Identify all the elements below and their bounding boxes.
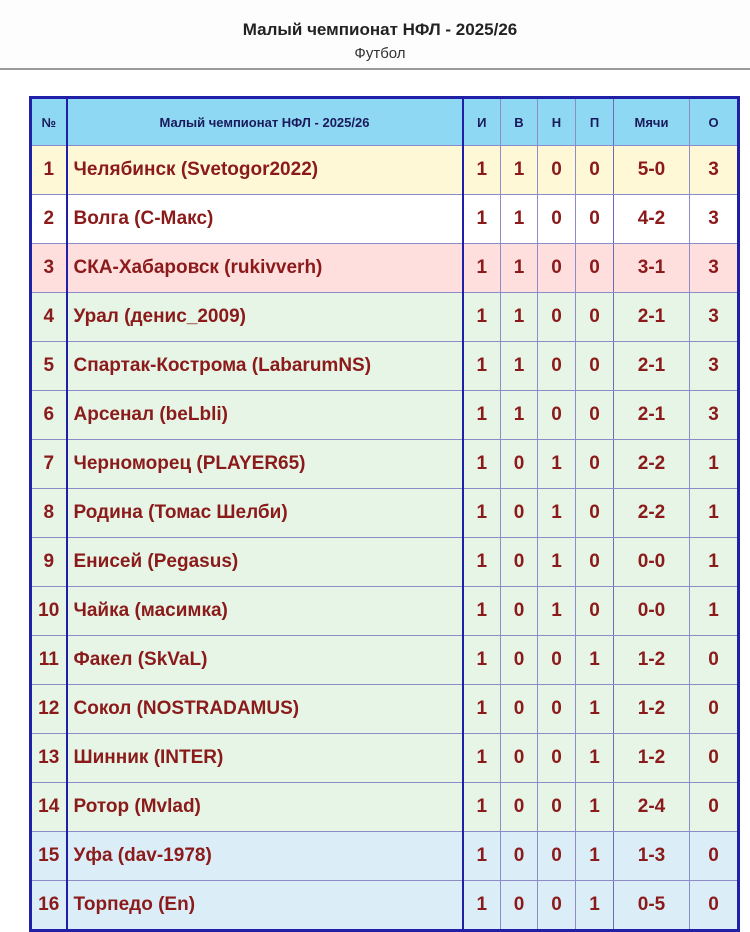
page-subtitle: Футбол xyxy=(354,45,406,62)
cell-played: 1 xyxy=(463,440,501,489)
cell-won: 0 xyxy=(501,538,538,587)
cell-won: 1 xyxy=(501,342,538,391)
cell-drawn: 1 xyxy=(538,538,576,587)
cell-drawn: 0 xyxy=(538,685,576,734)
cell-lost: 1 xyxy=(576,734,614,783)
cell-goals: 2-1 xyxy=(614,342,690,391)
table-row xyxy=(31,293,739,342)
cell-position: 14 xyxy=(31,783,67,832)
table-header-row xyxy=(31,98,739,146)
cell-drawn: 0 xyxy=(538,636,576,685)
cell-lost: 0 xyxy=(576,244,614,293)
table-row xyxy=(31,195,739,244)
cell-played: 1 xyxy=(463,881,501,931)
cell-won: 0 xyxy=(501,440,538,489)
cell-won: 0 xyxy=(501,587,538,636)
cell-won: 0 xyxy=(501,881,538,931)
cell-position: 6 xyxy=(31,391,67,440)
cell-goals: 3-1 xyxy=(614,244,690,293)
cell-position: 5 xyxy=(31,342,67,391)
col-header-team: Малый чемпионат НФЛ - 2025/26 xyxy=(67,98,463,146)
cell-played: 1 xyxy=(463,587,501,636)
page-header xyxy=(0,0,750,70)
table-row xyxy=(31,685,739,734)
cell-team: Факел (SkVaL) xyxy=(67,636,463,685)
cell-points: 0 xyxy=(690,636,739,685)
table-row xyxy=(31,636,739,685)
cell-points: 1 xyxy=(690,489,739,538)
cell-goals: 2-1 xyxy=(614,391,690,440)
cell-played: 1 xyxy=(463,783,501,832)
cell-drawn: 0 xyxy=(538,146,576,195)
cell-position: 12 xyxy=(31,685,67,734)
cell-goals: 1-2 xyxy=(614,734,690,783)
cell-goals: 2-2 xyxy=(614,489,690,538)
cell-points: 0 xyxy=(690,734,739,783)
cell-drawn: 0 xyxy=(538,734,576,783)
cell-drawn: 0 xyxy=(538,342,576,391)
cell-played: 1 xyxy=(463,391,501,440)
cell-drawn: 0 xyxy=(538,881,576,931)
cell-drawn: 0 xyxy=(538,391,576,440)
cell-lost: 1 xyxy=(576,832,614,881)
col-header-lost: П xyxy=(576,98,614,146)
col-header-won: В xyxy=(501,98,538,146)
cell-points: 3 xyxy=(690,293,739,342)
cell-goals: 2-2 xyxy=(614,440,690,489)
cell-team: Торпедо (En) xyxy=(67,881,463,931)
cell-played: 1 xyxy=(463,195,501,244)
cell-position: 8 xyxy=(31,489,67,538)
table-row xyxy=(31,783,739,832)
cell-goals: 2-1 xyxy=(614,293,690,342)
cell-position: 7 xyxy=(31,440,67,489)
cell-won: 0 xyxy=(501,636,538,685)
cell-team: Сокол (NOSTRADAMUS) xyxy=(67,685,463,734)
table-row xyxy=(31,832,739,881)
cell-lost: 0 xyxy=(576,293,614,342)
cell-goals: 1-2 xyxy=(614,685,690,734)
cell-points: 0 xyxy=(690,783,739,832)
cell-played: 1 xyxy=(463,146,501,195)
cell-lost: 0 xyxy=(576,342,614,391)
cell-goals: 4-2 xyxy=(614,195,690,244)
cell-drawn: 0 xyxy=(538,783,576,832)
cell-team: Ротор (Mvlad) xyxy=(67,783,463,832)
cell-position: 2 xyxy=(31,195,67,244)
cell-won: 0 xyxy=(501,489,538,538)
cell-team: Челябинск (Svetogor2022) xyxy=(67,146,463,195)
cell-points: 3 xyxy=(690,195,739,244)
cell-played: 1 xyxy=(463,636,501,685)
cell-lost: 0 xyxy=(576,538,614,587)
cell-team: Спартак-Кострома (LabarumNS) xyxy=(67,342,463,391)
standings-body xyxy=(31,146,739,931)
cell-played: 1 xyxy=(463,538,501,587)
cell-lost: 1 xyxy=(576,636,614,685)
cell-played: 1 xyxy=(463,342,501,391)
cell-goals: 1-2 xyxy=(614,636,690,685)
cell-position: 1 xyxy=(31,146,67,195)
table-row xyxy=(31,734,739,783)
col-header-drawn: Н xyxy=(538,98,576,146)
cell-team: Урал (денис_2009) xyxy=(67,293,463,342)
page-title: Малый чемпионат НФЛ - 2025/26 xyxy=(242,20,518,39)
cell-played: 1 xyxy=(463,832,501,881)
table-row xyxy=(31,881,739,931)
cell-points: 1 xyxy=(690,538,739,587)
cell-won: 1 xyxy=(501,146,538,195)
cell-lost: 0 xyxy=(576,146,614,195)
cell-won: 1 xyxy=(501,391,538,440)
table-row xyxy=(31,538,739,587)
table-row xyxy=(31,146,739,195)
cell-points: 0 xyxy=(690,685,739,734)
cell-won: 0 xyxy=(501,734,538,783)
col-header-played: И xyxy=(463,98,501,146)
cell-drawn: 0 xyxy=(538,832,576,881)
table-row xyxy=(31,342,739,391)
standings-table xyxy=(29,96,740,932)
cell-lost: 0 xyxy=(576,587,614,636)
table-row xyxy=(31,587,739,636)
cell-played: 1 xyxy=(463,734,501,783)
cell-won: 1 xyxy=(501,195,538,244)
cell-points: 3 xyxy=(690,391,739,440)
table-row xyxy=(31,244,739,293)
cell-points: 1 xyxy=(690,440,739,489)
cell-goals: 5-0 xyxy=(614,146,690,195)
cell-drawn: 0 xyxy=(538,244,576,293)
col-header-goals: Мячи xyxy=(614,98,690,146)
cell-played: 1 xyxy=(463,244,501,293)
cell-position: 10 xyxy=(31,587,67,636)
cell-lost: 1 xyxy=(576,783,614,832)
cell-team: СКА-Хабаровск (rukivverh) xyxy=(67,244,463,293)
cell-points: 3 xyxy=(690,342,739,391)
cell-points: 3 xyxy=(690,146,739,195)
cell-won: 1 xyxy=(501,293,538,342)
cell-won: 1 xyxy=(501,244,538,293)
col-header-points: О xyxy=(690,98,739,146)
cell-position: 4 xyxy=(31,293,67,342)
cell-team: Арсенал (beLbli) xyxy=(67,391,463,440)
cell-lost: 1 xyxy=(576,685,614,734)
cell-won: 0 xyxy=(501,832,538,881)
cell-points: 0 xyxy=(690,881,739,931)
cell-position: 3 xyxy=(31,244,67,293)
table-row xyxy=(31,489,739,538)
cell-position: 16 xyxy=(31,881,67,931)
cell-lost: 0 xyxy=(576,440,614,489)
cell-goals: 0-0 xyxy=(614,587,690,636)
cell-points: 1 xyxy=(690,587,739,636)
cell-goals: 2-4 xyxy=(614,783,690,832)
cell-points: 0 xyxy=(690,832,739,881)
cell-won: 0 xyxy=(501,783,538,832)
cell-position: 9 xyxy=(31,538,67,587)
cell-drawn: 0 xyxy=(538,293,576,342)
cell-team: Черноморец (PLAYER65) xyxy=(67,440,463,489)
cell-team: Родина (Томас Шелби) xyxy=(67,489,463,538)
col-header-position: № xyxy=(31,98,67,146)
cell-lost: 0 xyxy=(576,489,614,538)
cell-team: Шинник (INTER) xyxy=(67,734,463,783)
cell-position: 13 xyxy=(31,734,67,783)
cell-lost: 0 xyxy=(576,195,614,244)
cell-drawn: 1 xyxy=(538,489,576,538)
cell-points: 3 xyxy=(690,244,739,293)
cell-lost: 0 xyxy=(576,391,614,440)
cell-goals: 1-3 xyxy=(614,832,690,881)
cell-played: 1 xyxy=(463,685,501,734)
cell-drawn: 0 xyxy=(538,195,576,244)
cell-lost: 1 xyxy=(576,881,614,931)
table-row xyxy=(31,440,739,489)
cell-team: Чайка (масимка) xyxy=(67,587,463,636)
cell-played: 1 xyxy=(463,489,501,538)
cell-team: Волга (С-Макс) xyxy=(67,195,463,244)
cell-won: 0 xyxy=(501,685,538,734)
cell-drawn: 1 xyxy=(538,440,576,489)
cell-goals: 0-0 xyxy=(614,538,690,587)
cell-team: Енисей (Pegasus) xyxy=(67,538,463,587)
cell-drawn: 1 xyxy=(538,587,576,636)
cell-played: 1 xyxy=(463,293,501,342)
cell-goals: 0-5 xyxy=(614,881,690,931)
cell-position: 15 xyxy=(31,832,67,881)
table-row xyxy=(31,391,739,440)
cell-team: Уфа (dav-1978) xyxy=(67,832,463,881)
cell-position: 11 xyxy=(31,636,67,685)
